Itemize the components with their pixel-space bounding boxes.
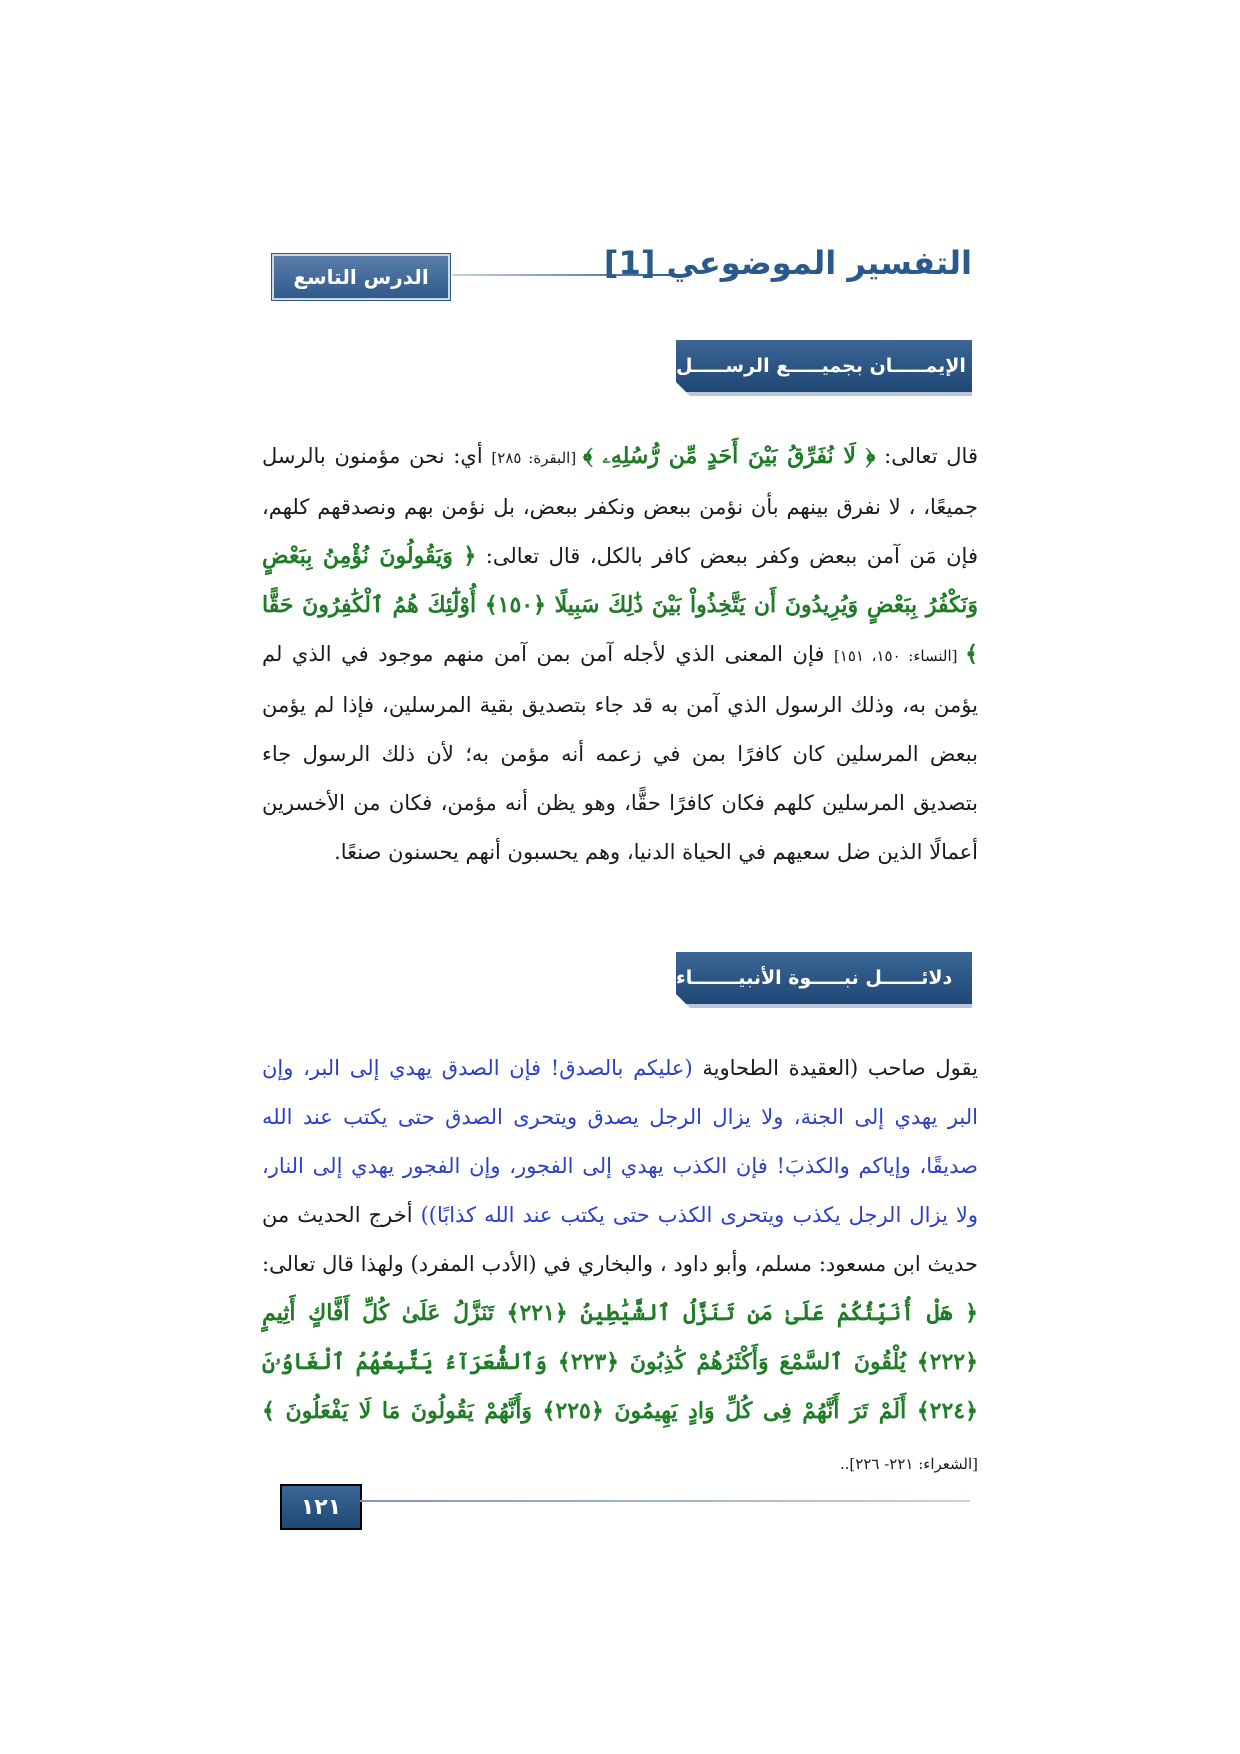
body-text: فإن المعنى الذي لأجله آمن بمن آمن منهم موجود في الذي لم يؤمن به، وذلك الرسول الذي آمن به قد جاء بتصديق بقية المرسلين، فإذا لم يؤمن ببعض المرسلين كان كافرًا بمن في زعمه أنه مؤمن به؛ لأن ذلك الرسول جاء بتصديق المرسلين كلهم فكان كافرًا حقًّا، وهو يظن أنه مؤمن، فكان من الأخسرين أعمالًا الذين ضل سعيهم في الحياة الدنيا، وهم يحسبون أنهم يحسنون صنعًا.: [262, 642, 978, 864]
quran-verse: ﴿ هَلْ أُنَبِّئُكُمْ عَلَىٰ مَن تَنَزَّلُ ٱلشَّيَٰطِينُ ﴿٢٢١﴾ تَنَزَّلُ عَلَىٰ كُلِّ أَفَّاكٍ أَثِيمٍ ﴿٢٢٢﴾ يُلْقُونَ ٱلسَّمْعَ وَأَكْثَرُهُمْ كَٰذِبُونَ ﴿٢٢٣﴾ وَٱلشُّعَرَآءُ يَتَّبِعُهُمُ ٱلْغَاوُۥنَ ﴿٢٢٤﴾ أَلَمْ تَرَ أَنَّهُمْ فِى كُلِّ وَادٍ يَهِيمُونَ ﴿٢٢٥﴾ وَأَنَّهُمْ يَقُولُونَ مَا لَا يَفْعَلُونَ ﴾: [262, 1300, 978, 1424]
page-number: ١٢١: [280, 1484, 362, 1530]
heading-corner-decoration: [676, 994, 690, 1008]
citation-reference: [النساء: ١٥٠، ١٥١]: [833, 647, 966, 665]
heading-corner-decoration: [676, 382, 690, 396]
section-paragraph-faith-in-messengers: [262, 432, 978, 877]
section-heading-text: الإيمـــــان بجميـــــع الرســـــل: [676, 355, 966, 377]
body-text: أخرج الحديث من حديث ابن مسعود: مسلم، وأبو داود ، والبخاري في (الأدب المفرد) ولهذا قال تعالى:: [262, 1203, 978, 1276]
section-heading-proofs-of-prophethood: [676, 952, 972, 1008]
footer-divider: [360, 1500, 970, 1502]
lesson-label: الدرس التاسع: [272, 254, 450, 300]
page-header: [272, 240, 972, 302]
book-title: التفسير الموضوعي [1]: [603, 244, 972, 282]
citation-reference: [الشعراء: ٢٢١- ٢٢٦]..: [839, 1455, 978, 1473]
hadith-text: (عليكم بالصدق! فإن الصدق يهدي إلى البر، وإن البر يهدي إلى الجنة، ولا يزال الرجل يصدق ويتحرى الصدق حتى يكتب عند الله صديقًا، وإياكم والكذبَ! فإن الكذب يهدي إلى الفجور، وإن الفجور يهدي إلى النار، ولا يزال الرجل يكذب ويتحرى الكذب حتى يكتب عند الله كذابًا)): [262, 1056, 978, 1227]
section-heading-faith-in-messengers: [676, 340, 972, 396]
body-text: أي: نحن مؤمنون بالرسل جميعًا، ، لا نفرق بينهم بأن نؤمن ببعض ونكفر ببعض، بل نؤمن بهم ونصدقهم كلهم، فإن مَن آمن ببعض وكفر ببعض كافر بالكل، قال تعالى:: [262, 444, 978, 568]
section-heading-text: دلائــــــل نبـــــوة الأنبيـــــــاء: [676, 967, 953, 989]
quran-verse: ﴿ لَا نُفَرِّقُ بَيْنَ أَحَدٍ مِّن رُّسُلِهِۦ ﴾: [583, 443, 876, 469]
body-text: قال تعالى:: [875, 444, 978, 468]
citation-reference: [البقرة: ٢٨٥]: [491, 449, 584, 467]
quran-verse: ﴿ وَيَقُولُونَ نُؤْمِنُ بِبَعْضٍ وَنَكْفُرُ بِبَعْضٍ وَيُرِيدُونَ أَن يَتَّخِذُواْ بَيْنَ ذَٰلِكَ سَبِيلًا ﴿١٥٠﴾ أُوْلَٰٓئِكَ هُمُ ٱلْكَٰفِرُونَ حَقًّا ﴾: [262, 543, 978, 667]
section-paragraph-proofs-of-prophethood: [262, 1044, 978, 1489]
body-text: يقول صاحب (العقيدة الطحاوية: [692, 1056, 978, 1080]
